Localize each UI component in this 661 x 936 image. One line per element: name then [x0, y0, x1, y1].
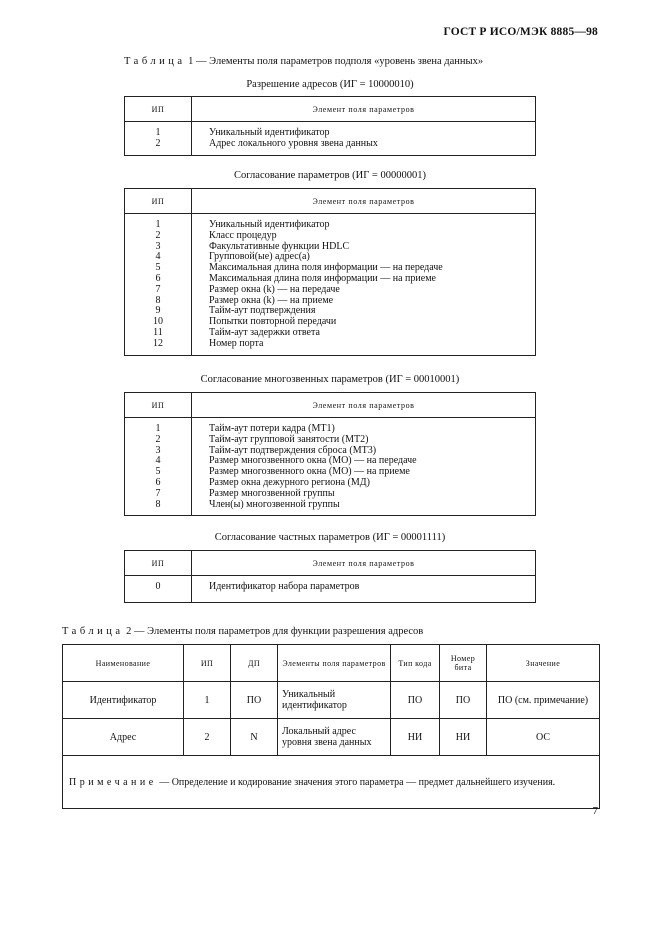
col-header-ip: ИП	[184, 645, 231, 682]
table1-caption-word: Таблица	[124, 56, 186, 67]
section-title-parameter-negotiation: Согласование параметров (ИГ = 00000001)	[234, 170, 426, 181]
cell-name: Адрес	[63, 719, 184, 756]
params-table-private-negotiation	[124, 550, 536, 603]
element-value: Размер многозвенного окна (МО) — на приеме	[209, 466, 410, 478]
element-value: Уникальный идентификатор	[209, 127, 330, 138]
note-row	[63, 756, 600, 809]
ip-value: 2	[155, 229, 161, 241]
cell-bit-number: ПО	[440, 682, 487, 719]
table-row	[63, 719, 600, 756]
params-table-multilink-negotiation	[124, 392, 536, 516]
table-row	[125, 214, 536, 356]
ip-value: 0	[155, 581, 161, 592]
ip-value: 12	[153, 337, 163, 349]
ip-value: 10	[153, 316, 163, 328]
ip-value: 5	[155, 466, 161, 478]
element-value: Тайм-аут потери кадра (МТ1)	[209, 423, 335, 434]
section-title-multilink-negotiation: Согласование многозвенных параметров (ИГ = 00010001)	[200, 374, 460, 385]
table-row	[125, 418, 536, 516]
params-table-address-resolution	[124, 96, 536, 156]
cell-code-type: ПО	[391, 682, 440, 719]
ip-value: 7	[155, 487, 161, 499]
element-value: Размер окна (k) — на передаче	[209, 283, 340, 295]
table-header-row	[63, 645, 600, 682]
element-value: Размер многозвенной группы	[209, 487, 335, 499]
element-value: Размер многозвенного окна (МО) — на передаче	[209, 455, 417, 467]
element-value: Идентификатор набора параметров	[209, 581, 360, 592]
element-value: Попытки повторной передачи	[209, 316, 337, 328]
col-header-element: Элемент поля параметров	[192, 97, 536, 122]
page-number: 7	[592, 805, 598, 817]
element-cell	[192, 418, 536, 516]
element-value: Класс процедур	[209, 229, 277, 241]
table-row	[63, 682, 600, 719]
cell-value: ПО (см. примечание)	[487, 682, 600, 719]
ip-value: 6	[155, 476, 161, 488]
element-value: Групповой(ые) адрес(а)	[209, 251, 310, 263]
ip-value: 1	[155, 219, 161, 230]
element-cell	[192, 122, 536, 156]
ip-value: 9	[155, 305, 161, 317]
cell-fields: Уникальный идентификатор	[278, 682, 391, 719]
ip-value: 2	[155, 433, 161, 445]
element-value: Факультативные функции HDLC	[209, 240, 350, 252]
col-header-value: Значение	[487, 645, 600, 682]
col-header-ip: ИП	[125, 551, 192, 576]
col-header-fields: Элементы поля параметров	[278, 645, 391, 682]
cell-dp: N	[231, 719, 278, 756]
table2-caption-text: 2 — Элементы поля параметров для функции разрешения адресов	[123, 626, 424, 637]
ip-value: 2	[155, 137, 161, 149]
col-header-ip: ИП	[125, 393, 192, 418]
col-header-dp: ДП	[231, 645, 278, 682]
element-value: Тайм-аут подтверждения	[209, 305, 316, 317]
table2-caption-word: Таблица	[62, 626, 124, 637]
ip-value: 4	[155, 251, 161, 263]
element-value: Номер порта	[209, 337, 264, 349]
col-header-element: Элемент поля параметров	[192, 393, 536, 418]
cell-bit-number: НИ	[440, 719, 487, 756]
table1-caption	[124, 56, 483, 67]
element-cell	[192, 576, 536, 603]
cell-fields: Локальный адрес уровня звена данных	[278, 719, 391, 756]
element-value: Тайм-аут задержки ответа	[209, 326, 320, 338]
ip-value: 7	[155, 283, 161, 295]
ip-cell	[125, 122, 192, 156]
ip-value: 6	[155, 272, 161, 284]
ip-cell	[125, 576, 192, 603]
col-header-name: Наименование	[63, 645, 184, 682]
col-header-ip: ИП	[125, 97, 192, 122]
address-resolution-fields-table	[62, 644, 600, 809]
element-value: Максимальная длина поля информации — на приеме	[209, 272, 436, 284]
col-header-code-type: Тип кода	[391, 645, 440, 682]
ip-value: 8	[155, 498, 161, 510]
cell-code-type: НИ	[391, 719, 440, 756]
ip-cell	[125, 214, 192, 356]
table1-caption-text: 1 — Элементы поля параметров подполя «уровень звена данных»	[185, 56, 484, 67]
cell-ip: 1	[184, 682, 231, 719]
table-row	[125, 122, 536, 156]
col-header-bit-number: Номер бита	[440, 645, 487, 682]
ip-value: 11	[153, 326, 163, 338]
ip-value: 5	[155, 262, 161, 274]
ip-value: 8	[155, 294, 161, 306]
col-header-element: Элемент поля параметров	[192, 189, 536, 214]
element-value: Член(ы) многозвенной группы	[209, 498, 340, 510]
note-label: Примечание	[69, 776, 157, 788]
note-text: — Определение и кодирование значения этого параметра — предмет дальнейшего изучения.	[156, 776, 556, 788]
element-value: Размер окна (k) — на приеме	[209, 294, 334, 306]
table-row	[125, 576, 536, 603]
section-title-address-resolution: Разрешение адресов (ИГ = 10000010)	[246, 79, 414, 90]
element-value: Адрес локального уровня звена данных	[209, 137, 378, 149]
ip-value: 1	[155, 127, 161, 138]
col-header-ip: ИП	[125, 189, 192, 214]
ip-value: 3	[155, 240, 161, 252]
element-value: Максимальная длина поля информации — на передаче	[209, 262, 443, 274]
ip-cell	[125, 418, 192, 516]
ip-value: 3	[155, 444, 161, 456]
element-value: Тайм-аут подтверждения сброса (МТ3)	[209, 444, 377, 456]
table2-caption	[62, 626, 423, 637]
element-value: Размер окна дежурного региона (МД)	[209, 476, 370, 488]
col-header-element: Элемент поля параметров	[192, 551, 536, 576]
element-cell	[192, 214, 536, 356]
cell-value: ОС	[487, 719, 600, 756]
document-header: ГОСТ Р ИСО/МЭК 8885—98	[443, 26, 598, 38]
ip-value: 1	[155, 423, 161, 434]
params-table-parameter-negotiation	[124, 188, 536, 356]
ip-value: 4	[155, 455, 161, 467]
cell-name: Идентификатор	[63, 682, 184, 719]
cell-ip: 2	[184, 719, 231, 756]
table-note	[63, 756, 600, 809]
section-title-private-negotiation: Согласование частных параметров (ИГ = 00001111)	[214, 532, 446, 543]
element-value: Уникальный идентификатор	[209, 219, 330, 230]
element-value: Тайм-аут групповой занятости (МТ2)	[209, 433, 369, 445]
cell-dp: ПО	[231, 682, 278, 719]
